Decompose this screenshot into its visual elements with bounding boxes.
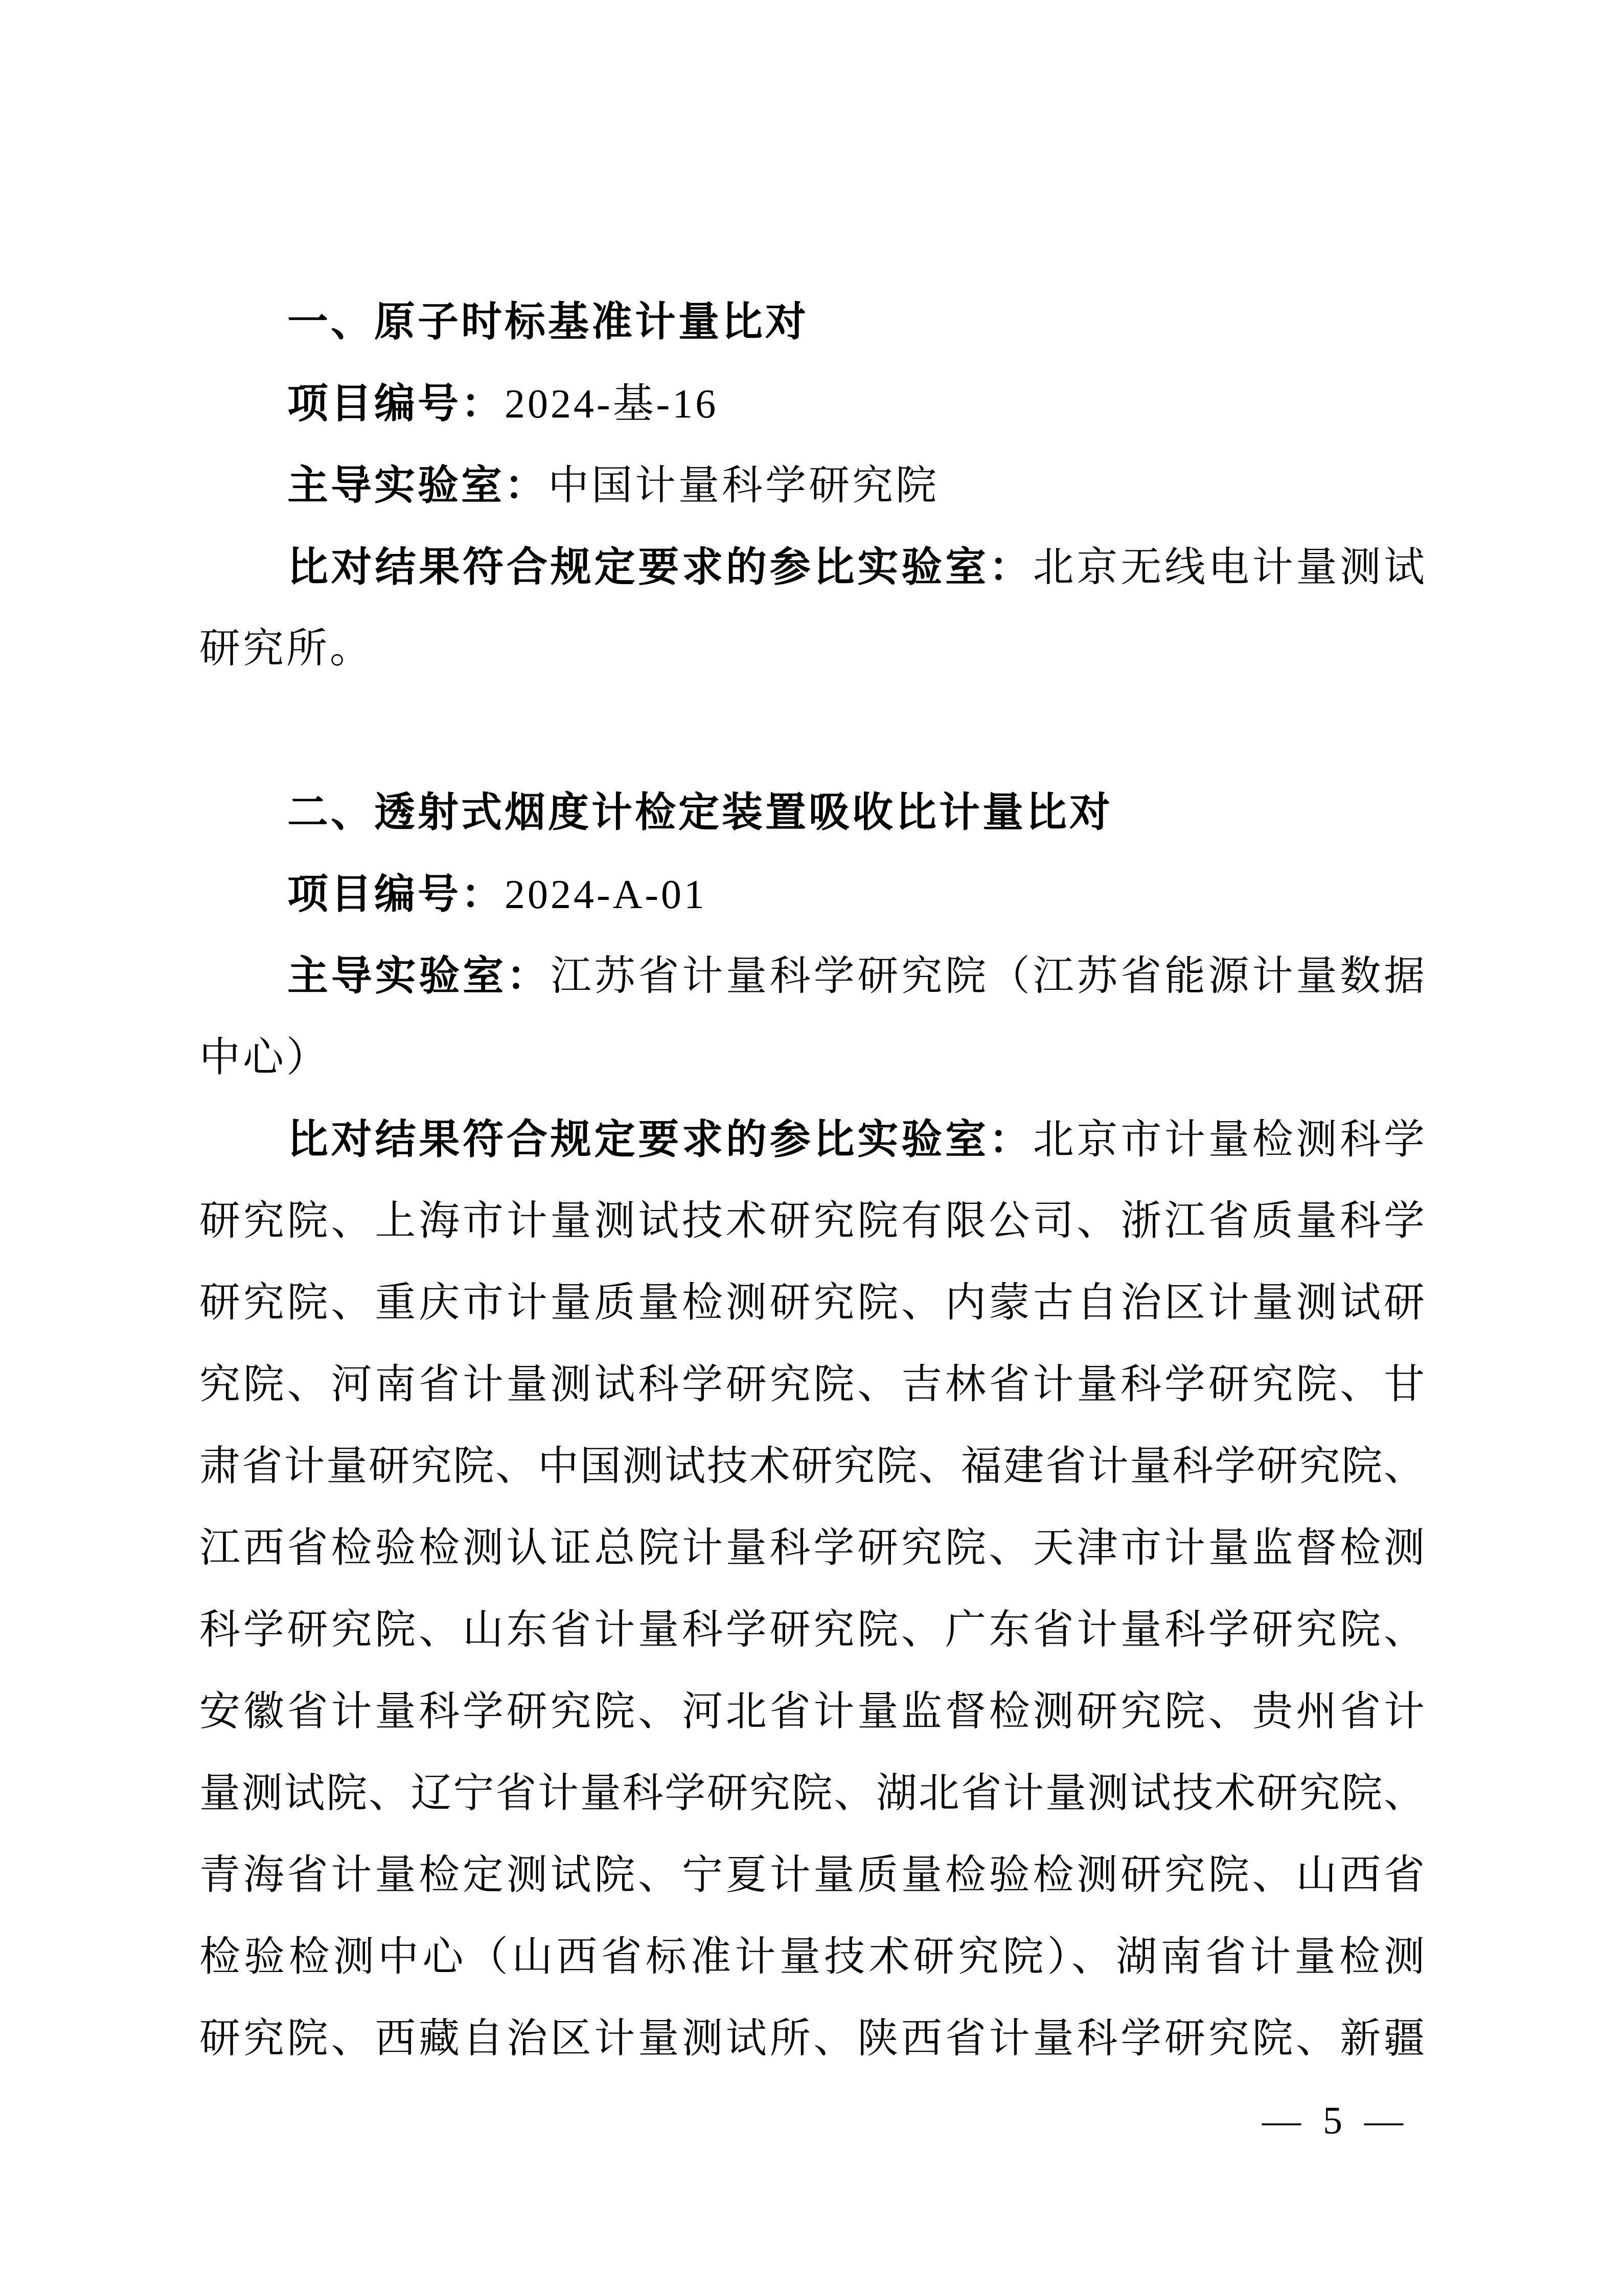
blank-line — [199, 690, 1425, 772]
document-body — [199, 281, 1425, 2080]
regular-text-segment: 2024-基-16 — [505, 382, 719, 427]
section-heading — [199, 772, 1425, 853]
regular-text-segment: 研究院、重庆市计量质量检测研究院、内蒙古自治区计量测试研 — [199, 1281, 1425, 1326]
bold-text-segment: 主导实验室： — [287, 953, 551, 999]
text-line — [199, 1753, 1425, 1835]
text-line — [199, 1589, 1425, 1671]
text-line — [199, 1671, 1425, 1753]
bold-text-segment: 比对结果符合规定要求的参比实验室： — [287, 544, 1033, 590]
text-line — [199, 1508, 1425, 1589]
regular-text-segment: 研究院、上海市计量测试技术研究院有限公司、浙江省质量科学 — [199, 1199, 1425, 1244]
text-line — [199, 363, 1425, 445]
text-line — [199, 1998, 1425, 2080]
regular-text-segment: 量测试院、辽宁省计量科学研究院、湖北省计量测试技术研究院、 — [199, 1771, 1425, 1816]
regular-text-segment: 江西省检验检测认证总院计量科学研究院、天津市计量监督检测 — [199, 1526, 1425, 1571]
text-line — [199, 1835, 1425, 1916]
regular-text-segment: 究院、河南省计量测试科学研究院、吉林省计量科学研究院、甘 — [199, 1362, 1425, 1407]
regular-text-segment: 研究所。 — [199, 627, 373, 671]
regular-text-segment: 检验检测中心（山西省标准计量技术研究院）、湖南省计量检测 — [199, 1935, 1425, 1980]
text-line — [199, 1344, 1425, 1426]
bold-text-segment: 主导实验室： — [287, 462, 548, 508]
regular-text-segment: 科学研究院、山东省计量科学研究院、广东省计量科学研究院、 — [199, 1608, 1425, 1653]
text-line — [199, 935, 1425, 1017]
regular-text-segment: 中心） — [199, 1035, 330, 1080]
text-line — [199, 526, 1425, 608]
text-line — [199, 445, 1425, 526]
text-line — [199, 1916, 1425, 1998]
text-line — [199, 1017, 1425, 1099]
text-line — [199, 853, 1425, 935]
section-heading — [199, 281, 1425, 363]
regular-text-segment: 中国计量科学研究院 — [548, 463, 939, 508]
bold-text-segment: 项目编号： — [287, 381, 505, 426]
regular-text-segment: 北京市计量检测科学 — [1033, 1118, 1425, 1163]
regular-text-segment: 肃省计量研究院、中国测试技术研究院、福建省计量科学研究院、 — [199, 1444, 1425, 1489]
regular-text-segment: 2024-A-01 — [505, 872, 707, 917]
regular-text-segment: 研究院、西藏自治区计量测试所、陕西省计量科学研究院、新疆 — [199, 2016, 1425, 2061]
text-line — [199, 1426, 1425, 1508]
regular-text-segment: 安徽省计量科学研究院、河北省计量监督检测研究院、贵州省计 — [199, 1689, 1425, 1734]
text-line — [199, 1099, 1425, 1180]
bold-text-segment: 项目编号： — [287, 871, 505, 917]
page-number: — 5 — — [1262, 2099, 1409, 2142]
text-line — [199, 1262, 1425, 1344]
regular-text-segment: 江苏省计量科学研究院（江苏省能源计量数据 — [550, 954, 1425, 999]
bold-text-segment: 一、原子时标基准计量比对 — [287, 299, 809, 344]
text-line — [199, 1180, 1425, 1262]
regular-text-segment: 北京无线电计量测试 — [1033, 545, 1425, 590]
text-line — [199, 608, 1425, 690]
regular-text-segment: 青海省计量检定测试院、宁夏计量质量检验检测研究院、山西省 — [199, 1853, 1425, 1898]
bold-text-segment: 二、透射式烟度计检定装置吸收比计量比对 — [287, 790, 1113, 835]
bold-text-segment: 比对结果符合规定要求的参比实验室： — [287, 1117, 1033, 1162]
